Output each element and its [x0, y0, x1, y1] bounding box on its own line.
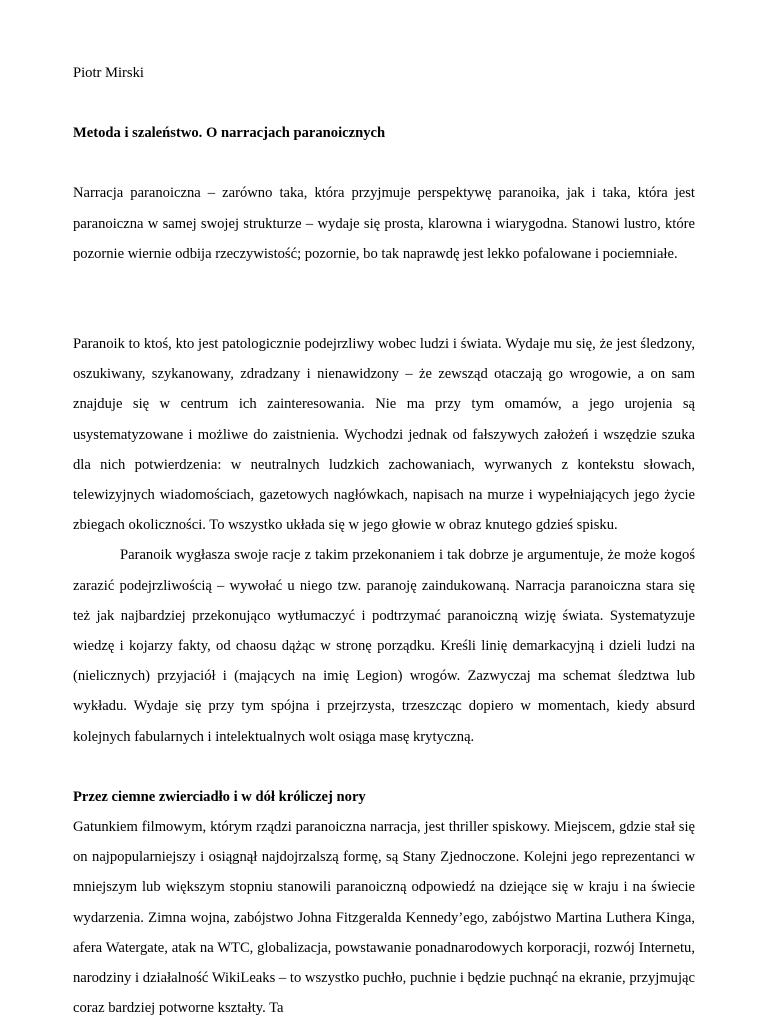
- document-title: Metoda i szaleństwo. O narracjach paranoicznych: [73, 125, 386, 142]
- document-page: [73, 58, 695, 1023]
- paragraph-conspiracy-thriller: Gatunkiem filmowym, którym rządzi paranoiczna narracja, jest thriller spiskowy. Miejscem, gdzie stał się on najpopularniejszy i osiągnął najdojrzalszą formę, są Stany Zjednoczone. Kolejni jego reprezentanci w mniejszym lub większym stopniu stanowili paranoiczną odpowiedź na dziejące się w kraju i na świecie wydarzenia. Zimna wojna, zabójstwo Johna Fitzgeralda Kennedy’ego, zabójstwo Martina Luthera Kinga, afera Watergate, atak na WTC, globalizacja, powstawanie ponadnarodowych korporacji, rozwój Internetu, narodziny i działalność WikiLeaks – to wszystko puchło, puchnie i będzie puchnąć na ekranie, przyjmując coraz bardziej potworne kształty. Ta: [73, 819, 695, 1017]
- author-name: Piotr Mirski: [73, 65, 144, 81]
- paragraph-paranoik-argument: Paranoik wygłasza swoje racje z takim przekonaniem i tak dobrze je argumentuje, że może kogoś zarazić podejrzliwością – wywołać u niego tzw. paranoję zaindukowaną. Narracja paranoiczna stara się też jak najbardziej przekonująco wytłumaczyć i podtrzymać paranoiczną wizję świata. Systematyzuje wiedzę i kojarzy fakty, od chaosu dążąc w stronę porządku. Kreśli linię demarkacyjną i dzieli ludzi na (nielicznych) przyjaciół i (mających na imię Legion) wrogów. Zazwyczaj ma schemat śledztwa lub wykładu. Wydaje się przy tym spójna i przejrzysta, trzeszcząc dopiero w momentach, kiedy absurd kolejnych fabularnych i intelektualnych wolt osiąga masę krytyczną.: [73, 547, 695, 745]
- paragraph-intro: Narracja paranoiczna – zarówno taka, która przyjmuje perspektywę paranoika, jak i taka, która jest paranoiczna w samej swojej strukturze – wydaje się prosta, klarowna i wiarygodna. Stanowi lustro, które pozornie wiernie odbija rzeczywistość; pozornie, bo tak naprawdę jest lekko pofalowane i pociemniałe.: [73, 185, 695, 262]
- section-heading: Przez ciemne zwierciadło i w dół króliczej nory: [73, 788, 366, 805]
- paragraph-paranoik-definition: Paranoik to ktoś, kto jest patologicznie podejrzliwy wobec ludzi i świata. Wydaje mu się, że jest śledzony, oszukiwany, szykanowany, zdradzany i nienawidzony – że zewsząd otaczają go wrogowie, a on sam znajduje się w centrum ich zainteresowania. Nie ma przy tym omamów, a jego urojenia są usystematyzowane i możliwe do zaistnienia. Wychodzi jednak od fałszywych założeń i wszędzie szuka dla nich potwierdzenia: w neutralnych ludzkich zachowaniach, wyrwanych z kontekstu słowach, telewizyjnych wiadomościach, gazetowych nagłówkach, napisach na murze i wypełniających jego życie zbiegach okoliczności. To wszystko układa się w jego głowie w obraz knutego gdzieś spisku.: [73, 336, 695, 534]
